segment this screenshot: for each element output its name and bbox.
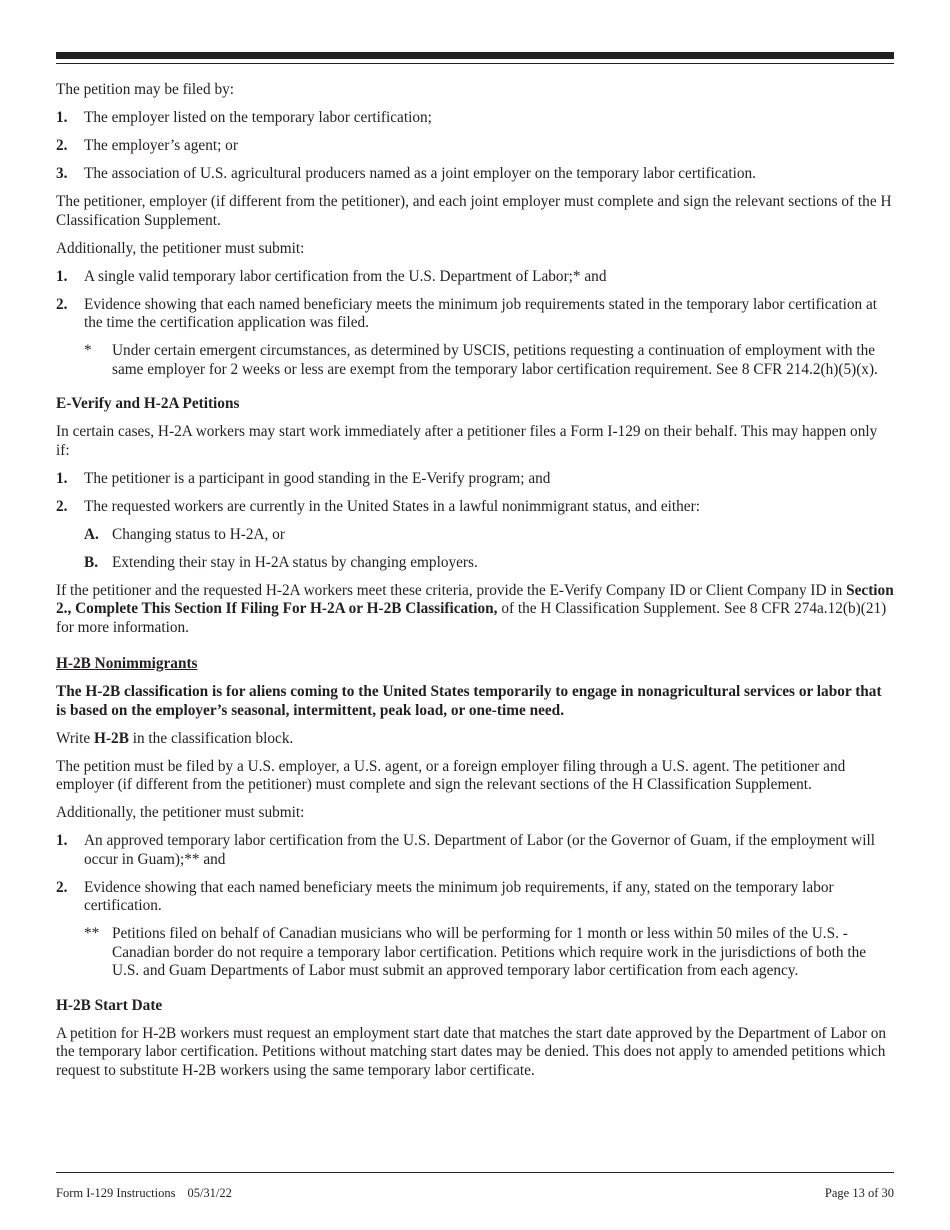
list-item — [56, 879, 894, 916]
list-number: 2. — [56, 295, 68, 313]
list-number: 1. — [56, 469, 68, 487]
list-item — [56, 498, 894, 517]
footer-edition-date: 05/31/22 — [187, 1186, 232, 1200]
sub-list-text: Changing status to H-2A, or — [112, 525, 285, 543]
footnote-text: Petitions filed on behalf of Canadian musicians who will be performing for 1 month or less within 50 miles of the U.S. - Canadian border do not require a temporary labor certification. Petitions which require work in the jurisdictions of both the U.S. and Guam Departments of Labor must submit an approved temporary labor certification from each agency. — [112, 925, 867, 979]
h2b-additionally-paragraph: Additionally, the petitioner must submit: — [56, 804, 305, 821]
write-classification-code: H-2B — [94, 729, 129, 747]
list-item — [56, 268, 894, 287]
list-number: 1. — [56, 109, 68, 126]
footer-form-name: Form I-129 Instructions — [56, 1186, 176, 1200]
everify-criteria-paragraph — [56, 582, 894, 638]
write-text: Write — [56, 729, 95, 747]
sub-list-text: Extending their stay in H-2A status by changing employers. — [112, 553, 478, 571]
list-text: Evidence showing that each named beneficiary meets the minimum job requirements stated in the temporary labor certification at the time the certification application was filed. — [84, 295, 878, 331]
list-text: The employer’s agent; or — [84, 137, 238, 154]
list-text: The requested workers are currently in the United States in a lawful nonimmigrant status, and either: — [84, 497, 700, 515]
list-number: 2. — [56, 497, 68, 515]
everify-intro: In certain cases, H-2A workers may start work immediately after a petitioner files a Form I-129 on their behalf. This may happen only if: — [56, 423, 878, 459]
list-number: 3. — [56, 165, 68, 182]
header-rule-thick — [56, 52, 894, 59]
list-text: The association of U.S. agricultural producers named as a joint employer on the temporary labor certification. — [84, 165, 756, 182]
signing-paragraph: The petitioner, employer (if different from the petitioner), and each joint employer must complete and sign the relevant sections of the H Classification Supplement. — [56, 193, 892, 229]
sub-list-letter: B. — [84, 553, 99, 571]
list-item — [56, 470, 894, 489]
footnote — [84, 925, 894, 981]
list-number: 1. — [56, 832, 68, 849]
sub-list-letter: A. — [84, 525, 99, 543]
list-text: An approved temporary labor certification from the U.S. Department of Labor (or the Governor of Guam, if the employment will occur in Guam);** and — [84, 832, 875, 868]
list-number: 2. — [56, 878, 68, 896]
list-text: The employer listed on the temporary labor certification; — [84, 109, 432, 126]
footnote-mark: * — [84, 342, 92, 359]
filers-intro: The petition may be filed by: — [56, 81, 234, 98]
h2b-heading: H-2B Nonimmigrants — [56, 655, 198, 672]
footer-rule — [56, 1172, 894, 1173]
list-item — [56, 137, 894, 156]
header-rule-thin — [56, 63, 894, 64]
h2b-filing-paragraph: The petition must be filed by a U.S. employer, a U.S. agent, or a foreign employer filing through a U.S. agent. The petitioner and employer (if different from the petitioner) must complete and sign the relevant sections of the H Classification Supplement. — [56, 757, 846, 793]
list-item — [56, 296, 894, 333]
footnote-mark: ** — [84, 925, 100, 942]
list-item — [56, 109, 894, 128]
list-item — [56, 165, 894, 184]
criteria-section-reference: Section 2., Complete This Section If Filing For H-2A or H-2B Classification, — [56, 581, 894, 617]
footer-form-info — [56, 1186, 232, 1201]
start-date-heading: H-2B Start Date — [56, 996, 163, 1014]
list-number: 2. — [56, 137, 68, 154]
start-date-paragraph: A petition for H-2B workers must request an employment start date that matches the start date approved by the Department of Labor on the temporary labor certification. Petitions without matching start dates may be denied. This does not apply to amended petitions which request to substitute H-2B workers using the same temporary labor certificate. — [56, 1024, 887, 1079]
footer-page-number: Page 13 of 30 — [824, 1186, 894, 1200]
additionally-paragraph: Additionally, the petitioner must submit: — [56, 239, 305, 257]
h2b-classification-statement: The H-2B classification is for aliens coming to the United States temporarily to engage in nonagricultural services or labor that is based on the employer’s seasonal, intermittent, peak load, or one-time need. — [56, 683, 882, 719]
criteria-text: If the petitioner and the requested H-2A workers meet these criteria, provide the E-Verify Company ID or Client Company ID in — [56, 581, 847, 599]
footnote-text: Under certain emergent circumstances, as determined by USCIS, petitions requesting a continuation of employment with the same employer for 2 weeks or less are exempt from the temporary labor certification requirement. See 8 CFR 214.2(h)(5)(x). — [112, 342, 878, 378]
sub-list-item — [84, 526, 894, 545]
write-classification-paragraph — [56, 730, 894, 749]
sub-list-item — [84, 554, 894, 573]
list-text: The petitioner is a participant in good standing in the E-Verify program; and — [84, 469, 551, 487]
criteria-text-end: of the H Classification Supplement. See 8 CFR 274a.12(b)(21) for more information. — [56, 600, 887, 636]
list-number: 1. — [56, 267, 68, 285]
page-content — [56, 81, 894, 1090]
footnote — [84, 342, 894, 379]
everify-heading: E-Verify and H-2A Petitions — [56, 395, 240, 412]
list-item — [56, 832, 894, 869]
list-text: A single valid temporary labor certification from the U.S. Department of Labor;* and — [84, 267, 607, 285]
write-text-end: in the classification block. — [128, 729, 294, 747]
list-text: Evidence showing that each named beneficiary meets the minimum job requirements, if any, stated on the temporary labor certification. — [84, 878, 834, 914]
